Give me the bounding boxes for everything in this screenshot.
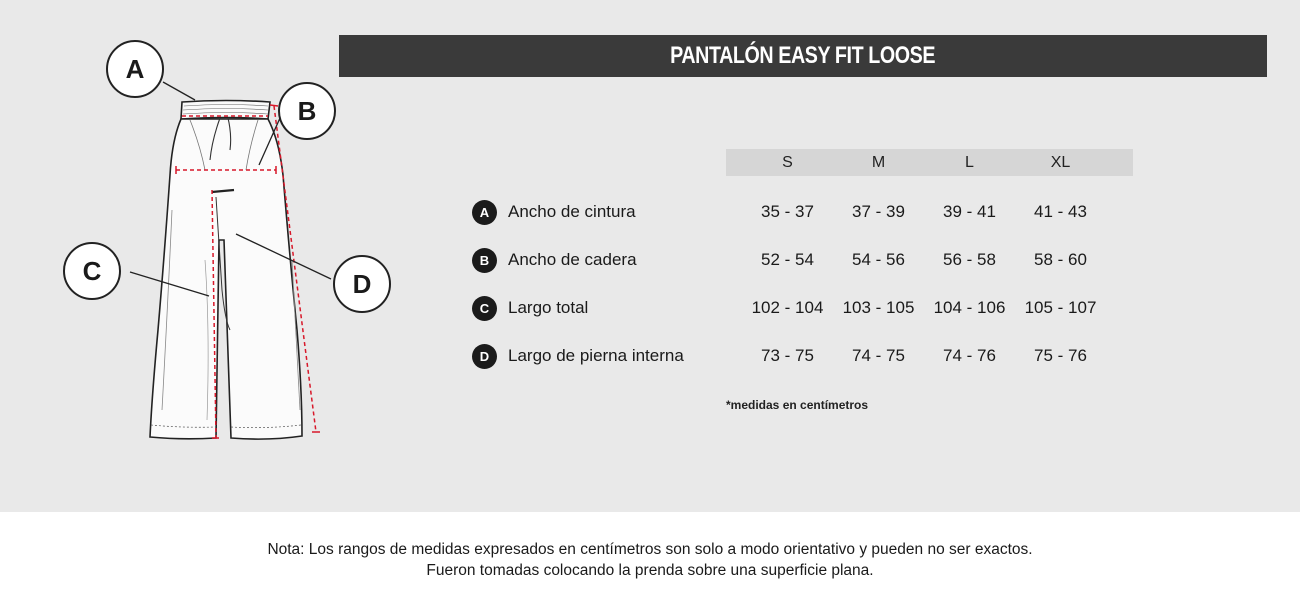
table-cell: 102 - 104 [751,298,824,317]
page-title: PANTALÓN EASY FIT LOOSE [670,42,936,69]
units-footnote: *medidas en centímetros [726,398,869,412]
title-bar [339,35,1267,77]
measure-name: Ancho de cadera [508,250,637,269]
measure-name: Ancho de cintura [508,202,636,221]
svg-text:C: C [82,256,102,286]
row-label-hip [472,247,637,273]
table-cell: 103 - 105 [842,298,915,317]
table-cell: 41 - 43 [1034,202,1087,221]
measure-name: Largo total [508,298,589,317]
measure-name: Largo de pierna interna [508,346,684,365]
table-cell: 52 - 54 [761,250,814,269]
marker-a-icon [107,41,163,97]
row-label-inseam [472,343,684,369]
size-header-xl: XL [1050,153,1071,171]
table-cell: 39 - 41 [943,202,996,221]
row-label-total-length [472,295,588,321]
table-cell: 73 - 75 [761,346,814,365]
marker-b-icon [279,83,335,139]
row-label-waist [472,199,636,225]
marker-d-badge-icon: D [472,344,497,369]
note-line-2: Fueron tomadas colocando la prenda sobre una superficie plana. [426,562,874,579]
table-cell: 105 - 107 [1024,298,1097,317]
marker-d-icon [334,256,390,312]
svg-text:D: D [352,269,372,299]
size-header-l: L [965,153,974,171]
table-cell: 75 - 76 [1034,346,1087,365]
svg-text:B: B [297,96,317,126]
size-header-s: S [782,153,793,171]
table-cell: 56 - 58 [943,250,996,269]
table-cell: 58 - 60 [1034,250,1087,269]
marker-b-badge-icon: B [472,248,497,273]
table-cell: 104 - 106 [933,298,1006,317]
marker-a-badge-icon: A [472,200,497,225]
table-cell: 74 - 76 [943,346,996,365]
table-cell: 35 - 37 [761,202,814,221]
pants-body [150,119,302,439]
table-cell: 54 - 56 [852,250,905,269]
marker-c-badge-icon: C [472,296,497,321]
size-header-m: M [871,153,886,171]
pants-illustration [55,35,415,455]
svg-text:A: A [125,54,145,84]
table-cell: 74 - 75 [852,346,905,365]
table-cell: 37 - 39 [852,202,905,221]
marker-c-icon [64,243,120,299]
note-line-1: Nota: Los rangos de medidas expresados en centímetros son solo a modo orientativo y pueden no ser exactos. [267,541,1033,558]
